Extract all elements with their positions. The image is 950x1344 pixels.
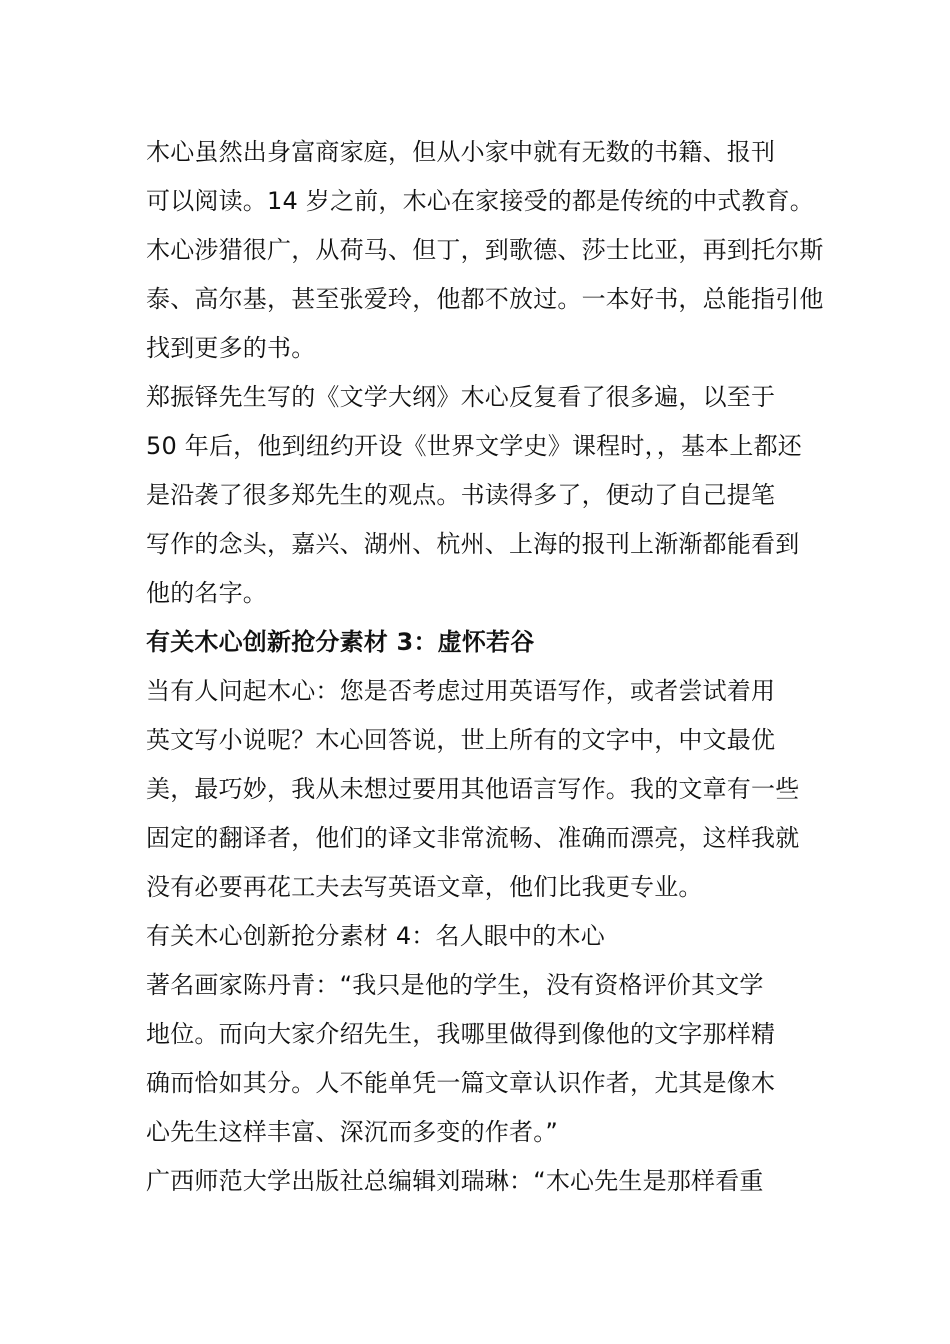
paragraph-reading-background [146,128,826,373]
section-3-heading: 有关木心创新抢分素材 3：虚怀若谷 [146,628,535,656]
text-line: 广西师范大学出版社总编辑刘瑞琳：“木心先生是那样看重 [146,1167,764,1195]
text-line: 木心涉猎很广，从荷马、但丁，到歌德、莎士比亚，再到托尔斯 [146,236,824,264]
text-line: 郑振铎先生写的《文学大纲》木心反复看了很多遍，以至于 [146,383,776,411]
paragraph-zheng-zhenduo [146,373,826,618]
text-line: 没有必要再花工夫去写英语文章，他们比我更专业。 [146,873,703,901]
text-line: 心先生这样丰富、深沉而多变的作者。” [146,1118,559,1146]
text-line: 找到更多的书。 [146,334,316,362]
text-line: 地位。而向大家介绍先生，我哪里做得到像他的文字那样精 [146,1020,776,1048]
paragraph-english-writing [146,667,826,912]
paragraph-chen-danqing-quote [146,961,826,1157]
section-4-heading: 有关木心创新抢分素材 4：名人眼中的木心 [146,922,605,950]
text-line: 他的名字。 [146,579,267,607]
text-line: 著名画家陈丹青：“我只是他的学生，没有资格评价其文学 [146,971,764,999]
text-line: 英文写小说呢？木心回答说，世上所有的文字中，中文最优 [146,726,776,754]
paragraph-liu-ruilin-quote [146,1157,826,1206]
text-line: 美，最巧妙，我从未想过要用其他语言写作。我的文章有一些 [146,775,800,803]
text-line: 确而恰如其分。人不能单凭一篇文章认识作者，尤其是像木 [146,1069,776,1097]
text-line: 50 年后，他到纽约开设《世界文学史》课程时，，基本上都还 [146,432,802,460]
text-line: 当有人问起木心：您是否考虑过用英语写作，或者尝试着用 [146,677,776,705]
text-line: 木心虽然出身富商家庭，但从小家中就有无数的书籍、报刊 [146,138,776,166]
text-line: 写作的念头，嘉兴、湖州、杭州、上海的报刊上渐渐都能看到 [146,530,800,558]
text-line: 固定的翻译者，他们的译文非常流畅、准确而漂亮，这样我就 [146,824,800,852]
text-line: 可以阅读。14 岁之前，木心在家接受的都是传统的中式教育。 [146,187,814,215]
text-line: 是沿袭了很多郑先生的观点。书读得多了，便动了自己提笔 [146,481,776,509]
document-body [146,128,826,1206]
text-line: 泰、高尔基，甚至张爱玲，他都不放过。一本好书，总能指引他 [146,285,824,313]
